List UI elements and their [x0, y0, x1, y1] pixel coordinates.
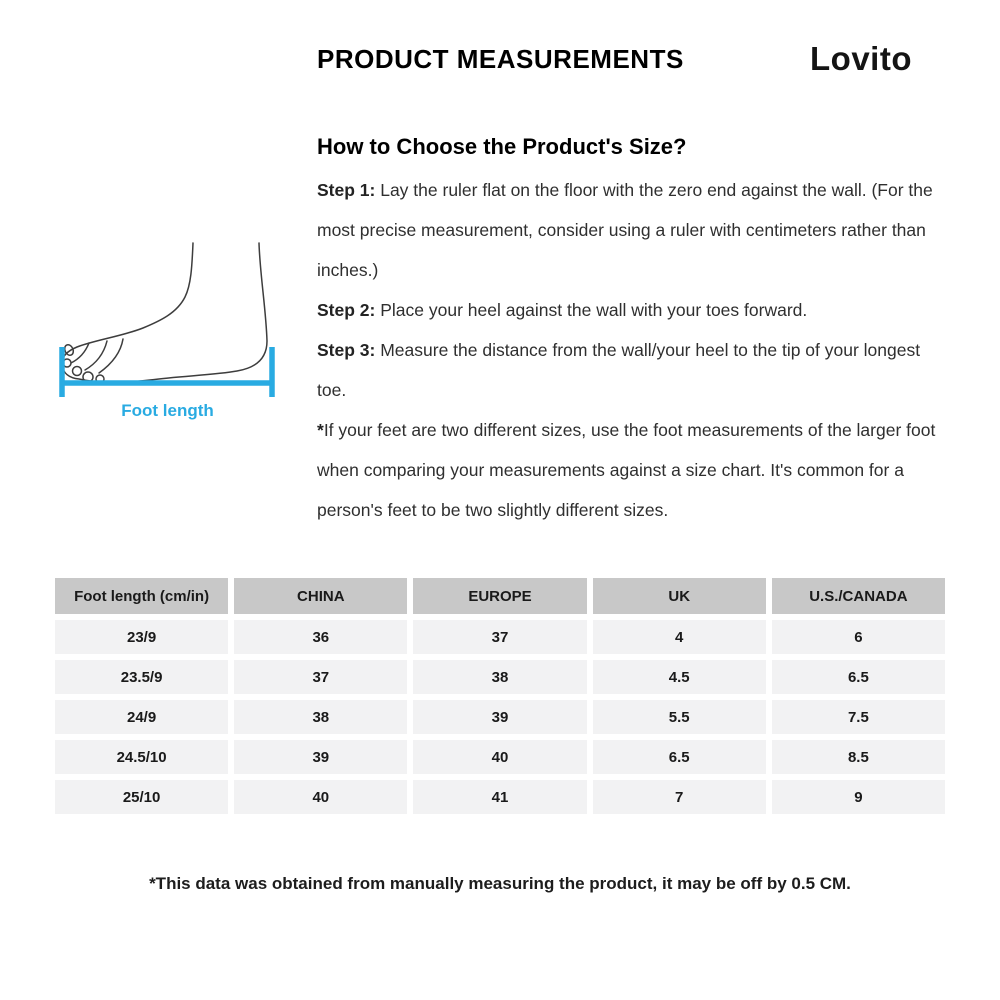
- size-table-cell: 5.5: [593, 700, 766, 734]
- size-guide-steps: [317, 170, 942, 530]
- size-table-cell: 24/9: [55, 700, 228, 734]
- size-table-cell: 37: [234, 660, 407, 694]
- size-table-cell: 9: [772, 780, 945, 814]
- size-table-cell: 23/9: [55, 620, 228, 654]
- size-table-header-cell: UK: [593, 578, 766, 614]
- brand-logo: Lovito: [810, 40, 912, 77]
- foot-diagram: [55, 237, 280, 421]
- size-table-cell: 40: [234, 780, 407, 814]
- size-table-cell: 41: [413, 780, 586, 814]
- size-table-cell: 6: [772, 620, 945, 654]
- size-table-cell: 25/10: [55, 780, 228, 814]
- size-table-header-cell: Foot length (cm/in): [55, 578, 228, 614]
- step-label: Step 2:: [317, 300, 376, 320]
- size-table-header-cell: CHINA: [234, 578, 407, 614]
- size-table-cell: 38: [234, 700, 407, 734]
- size-table-cell: 4.5: [593, 660, 766, 694]
- size-table-cell: 37: [413, 620, 586, 654]
- foot-diagram-svg: [55, 237, 280, 400]
- size-table-cell: 6.5: [593, 740, 766, 774]
- step-label: Step 3:: [317, 340, 376, 360]
- step-label: *: [317, 420, 324, 440]
- size-table-cell: 40: [413, 740, 586, 774]
- measurement-line: [62, 347, 272, 397]
- size-guide-step: Step 3: Measure the distance from the wall/your heel to the tip of your longest toe.: [317, 340, 921, 400]
- page-title: PRODUCT MEASUREMENTS: [317, 44, 684, 74]
- size-table-header-cell: U.S./CANADA: [772, 578, 945, 614]
- foot-length-label: Foot length: [121, 401, 214, 420]
- size-table-cell: 36: [234, 620, 407, 654]
- size-table-cell: 39: [413, 700, 586, 734]
- size-guide-heading: How to Choose the Product's Size?: [317, 134, 687, 159]
- size-guide-step: Step 1: Lay the ruler flat on the floor with the zero end against the wall. (For the most precise measurement, consider using a ruler with centimeters rather than inches.): [317, 180, 933, 280]
- step-label: Step 1:: [317, 180, 376, 200]
- size-table-header-cell: EUROPE: [413, 578, 586, 614]
- size-guide: [317, 134, 942, 530]
- size-table-cell: 4: [593, 620, 766, 654]
- size-table-cell: 38: [413, 660, 586, 694]
- size-table-cell: 6.5: [772, 660, 945, 694]
- footnote: *This data was obtained from manually measuring the product, it may be off by 0.5 CM.: [149, 874, 851, 893]
- size-table-cell: 7.5: [772, 700, 945, 734]
- size-table-cell: 7: [593, 780, 766, 814]
- size-table-cell: 8.5: [772, 740, 945, 774]
- size-table-cell: 24.5/10: [55, 740, 228, 774]
- size-table: [55, 578, 945, 814]
- size-table-cell: 23.5/9: [55, 660, 228, 694]
- size-table-cell: 39: [234, 740, 407, 774]
- size-guide-step: Step 2: Place your heel against the wall with your toes forward.: [317, 300, 808, 320]
- size-guide-step: *If your feet are two different sizes, use the foot measurements of the larger foot when comparing your measurements against a size chart. It's common for a person's feet to be two slightly different sizes.: [317, 420, 936, 520]
- foot-outline-icon: [62, 243, 267, 383]
